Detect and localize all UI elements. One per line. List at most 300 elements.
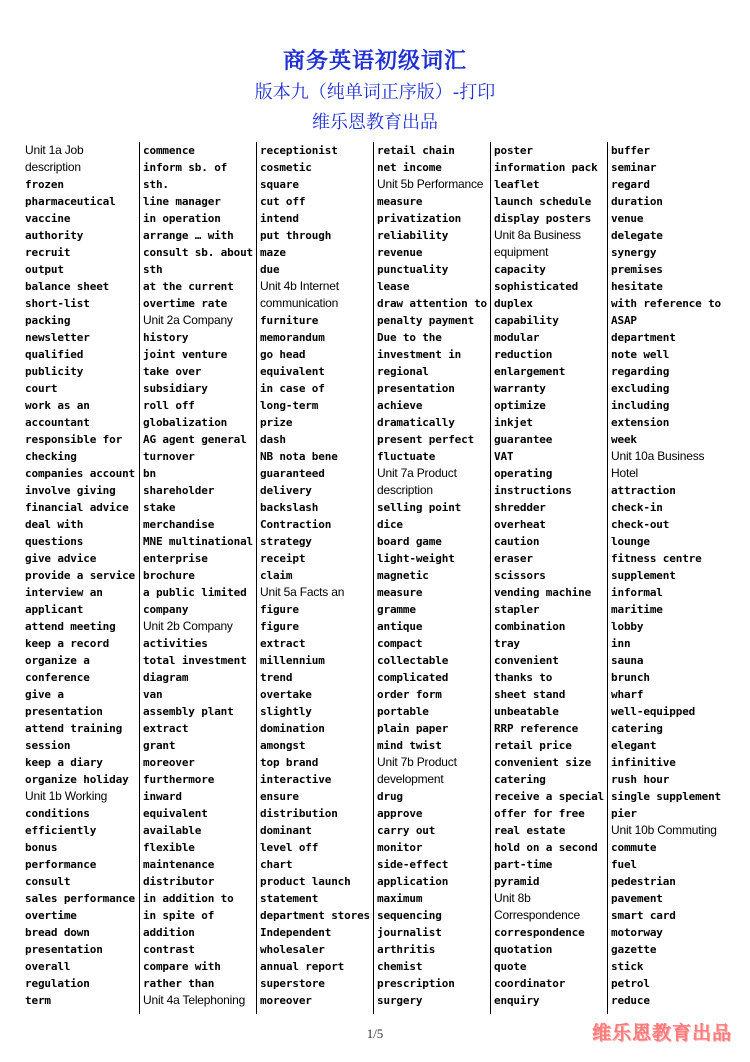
vocab-entry: give advice — [25, 552, 97, 565]
vocab-entry: term — [25, 994, 51, 1007]
vocab-entry: keep a diary — [25, 756, 103, 769]
vocab-entry: complicated — [377, 671, 449, 684]
vocab-entry: compare with — [143, 960, 221, 973]
vocab-entry: regarding — [611, 365, 670, 378]
vocab-entry: Independent — [260, 926, 332, 939]
vocab-entry: memorandum — [260, 331, 325, 344]
vocab-entry: excluding — [611, 382, 670, 395]
vocab-entry: warranty — [494, 382, 546, 395]
vocab-entry: dice — [377, 518, 403, 531]
vocab-entry: extension — [611, 416, 670, 429]
vocab-entry: furthermore — [143, 773, 215, 786]
vocab-entry: reduction — [494, 348, 553, 361]
vocab-entry: retail chain — [377, 144, 455, 157]
vocab-entry: wholesaler — [260, 943, 325, 956]
vocab-entry: prescription — [377, 977, 455, 990]
unit-heading: Unit 1a Job — [25, 143, 84, 157]
vocab-entry: compact — [377, 637, 423, 650]
vocab-entry: guaranteed — [260, 467, 325, 480]
vocab-entry: ASAP — [611, 314, 637, 327]
vocab-entry: well-equipped — [611, 705, 696, 718]
vocab-entry: amongst — [260, 739, 306, 752]
unit-heading: Unit 2a Company — [143, 313, 233, 327]
vocab-entry: quotation — [494, 943, 553, 956]
vocab-entry: superstore — [260, 977, 325, 990]
vocab-entry: display posters — [494, 212, 592, 225]
vocab-entry: deal with — [25, 518, 84, 531]
vocab-entry: sth — [143, 263, 163, 276]
vocab-entry: caution — [494, 535, 540, 548]
vocab-entry: in spite of — [143, 909, 215, 922]
vocab-entry: provide a service — [25, 569, 136, 582]
vocab-entry: guarantee — [494, 433, 553, 446]
vocab-entry: scissors — [494, 569, 546, 582]
unit-heading: Hotel — [611, 466, 639, 480]
vocab-entry: elegant — [611, 739, 657, 752]
vocab-entry: commence — [143, 144, 195, 157]
vocab-entry: maritime — [611, 603, 663, 616]
vocab-entry: moreover — [143, 756, 195, 769]
vocab-entry: commute — [611, 841, 657, 854]
vocab-entry: in case of — [260, 382, 325, 395]
vocab-entry: journalist — [377, 926, 442, 939]
vocab-entry: fitness centre — [611, 552, 702, 565]
vocab-entry: authority — [25, 229, 84, 242]
vocab-column-3 — [256, 142, 373, 1014]
vocab-entry: supplement — [611, 569, 676, 582]
vocab-entry: pyramid — [494, 875, 540, 888]
vocab-entry: quote — [494, 960, 527, 973]
vocab-entry: responsible for — [25, 433, 123, 446]
vocab-entry: regulation — [25, 977, 90, 990]
unit-heading: Unit 8b — [494, 891, 531, 905]
vocab-entry: grant — [143, 739, 176, 752]
vocab-entry: interactive — [260, 773, 332, 786]
vocab-entry: presentation — [25, 705, 103, 718]
publisher-line: 维乐恩教育出品 — [312, 112, 438, 133]
vocab-entry: synergy — [611, 246, 657, 259]
vocab-entry: single supplement — [611, 790, 722, 803]
vocab-entry: lounge — [611, 535, 650, 548]
vocab-entry: keep a record — [25, 637, 110, 650]
unit-heading: Unit 2b Company — [143, 619, 233, 633]
vocab-entry: joint venture — [143, 348, 228, 361]
vocab-entry: company — [143, 603, 189, 616]
vocab-entry: financial advice — [25, 501, 129, 514]
unit-heading: Correspondence — [494, 908, 580, 922]
vocab-entry: work as an — [25, 399, 90, 412]
vocab-entry: catering — [611, 722, 663, 735]
vocab-entry: presentation — [25, 943, 103, 956]
vocab-entry: RRP reference — [494, 722, 579, 735]
vocab-entry: receipt — [260, 552, 306, 565]
vocab-entry: hold on a second — [494, 841, 598, 854]
vocab-entry: applicant — [25, 603, 84, 616]
vocab-entry: thanks to — [494, 671, 553, 684]
vocab-entry: convenient size — [494, 756, 592, 769]
vocab-entry: annual report — [260, 960, 345, 973]
vocab-entry: real estate — [494, 824, 566, 837]
vocab-entry: pier — [611, 807, 637, 820]
vocab-entry: instructions — [494, 484, 572, 497]
vocab-entry: consult sb. about — [143, 246, 254, 259]
vocab-entry: Contraction — [260, 518, 332, 531]
vocab-entry: intend — [260, 212, 299, 225]
vocab-entry: overtime rate — [143, 297, 228, 310]
vocab-entry: part-time — [494, 858, 553, 871]
unit-heading: Unit 5b Performance — [377, 177, 484, 191]
vocab-entry: reduce — [611, 994, 650, 1007]
vocabulary-columns — [22, 142, 732, 1014]
vocab-entry: accountant — [25, 416, 90, 429]
vocab-entry: presentation — [377, 382, 455, 395]
vocab-entry: organize holiday — [25, 773, 129, 786]
vocab-entry: investment in — [377, 348, 462, 361]
vocab-entry: dash — [260, 433, 286, 446]
vocab-entry: maze — [260, 246, 286, 259]
vocab-entry: overall — [25, 960, 71, 973]
vocab-entry: MNE multinational — [143, 535, 254, 548]
vocab-entry: AG agent general — [143, 433, 247, 446]
unit-heading: Unit 5a Facts an — [260, 585, 345, 599]
vocab-entry: revenue — [377, 246, 423, 259]
vocab-entry: subsidiary — [143, 382, 208, 395]
vocab-entry: enquiry — [494, 994, 540, 1007]
vocab-entry: Due to the — [377, 331, 442, 344]
vocab-entry: top brand — [260, 756, 319, 769]
vocab-entry: week — [611, 433, 637, 446]
vocab-entry: check-out — [611, 518, 670, 531]
vocab-entry: mind twist — [377, 739, 442, 752]
vocab-entry: department — [611, 331, 676, 344]
vocab-entry: with reference to — [611, 297, 722, 310]
vocab-entry: plain paper — [377, 722, 449, 735]
vocab-entry: premises — [611, 263, 663, 276]
vocab-entry: arrange … with — [143, 229, 234, 242]
vocab-entry: retail price — [494, 739, 572, 752]
vocab-entry: receptionist — [260, 144, 338, 157]
page-subtitle: 版本九（纯单词正序版）-打印 — [254, 82, 496, 103]
vocab-entry: assembly plant — [143, 705, 234, 718]
vocab-column-6 — [607, 142, 724, 1014]
vocab-entry: sequencing — [377, 909, 442, 922]
vocab-entry: motorway — [611, 926, 663, 939]
vocab-entry: conditions — [25, 807, 90, 820]
vocab-entry: petrol — [611, 977, 650, 990]
vocab-entry: pedestrian — [611, 875, 676, 888]
vocab-entry: stake — [143, 501, 176, 514]
vocab-entry: shredder — [494, 501, 546, 514]
vocab-entry: output — [25, 263, 64, 276]
vocab-entry: poster — [494, 144, 533, 157]
vocab-entry: gazette — [611, 943, 657, 956]
vocab-entry: attend training — [25, 722, 123, 735]
unit-heading: description — [377, 483, 433, 497]
vocab-entry: product launch — [260, 875, 351, 888]
vocab-entry: pavement — [611, 892, 663, 905]
vocab-entry: roll off — [143, 399, 195, 412]
unit-heading: equipment — [494, 245, 549, 259]
vocab-entry: stick — [611, 960, 644, 973]
vocab-entry: measure — [377, 195, 423, 208]
vocab-column-5 — [490, 142, 607, 1014]
vocab-entry: in operation — [143, 212, 221, 225]
unit-heading: Unit 10b Commuting — [611, 823, 717, 837]
vocab-entry: tray — [494, 637, 520, 650]
vocab-entry: statement — [260, 892, 319, 905]
vocab-column-4 — [373, 142, 490, 1014]
vocab-entry: overtime — [25, 909, 77, 922]
vocab-entry: combination — [494, 620, 566, 633]
vocab-entry: balance sheet — [25, 280, 110, 293]
vocab-entry: optimize — [494, 399, 546, 412]
vocab-entry: informal — [611, 586, 663, 599]
vocab-entry: sophisticated — [494, 280, 579, 293]
vocab-entry: enterprise — [143, 552, 208, 565]
vocab-entry: drug — [377, 790, 403, 803]
vocab-entry: arthritis — [377, 943, 436, 956]
vocab-entry: monitor — [377, 841, 423, 854]
vocab-entry: go head — [260, 348, 306, 361]
unit-heading: Unit 7b Product — [377, 755, 457, 769]
vocab-entry: efficiently — [25, 824, 97, 837]
vocab-entry: vending machine — [494, 586, 592, 599]
vocab-entry: collectable — [377, 654, 449, 667]
vocab-entry: brochure — [143, 569, 195, 582]
vocab-column-2 — [139, 142, 256, 1014]
unit-heading: Unit 4b Internet — [260, 279, 339, 293]
vocab-entry: approve — [377, 807, 423, 820]
vocab-entry: packing — [25, 314, 71, 327]
vocab-entry: fluctuate — [377, 450, 436, 463]
vocab-entry: NB nota bene — [260, 450, 338, 463]
vocab-entry: hesitate — [611, 280, 663, 293]
unit-heading: development — [377, 772, 444, 786]
vocab-entry: short-list — [25, 297, 90, 310]
vocab-entry: information pack — [494, 161, 598, 174]
vocab-entry: chemist — [377, 960, 423, 973]
vocab-entry: sales performance — [25, 892, 136, 905]
vocab-entry: available — [143, 824, 202, 837]
vocab-entry: catering — [494, 773, 546, 786]
vocab-entry: infinitive — [611, 756, 676, 769]
vocab-entry: due — [260, 263, 280, 276]
vocab-entry: side-effect — [377, 858, 449, 871]
unit-heading: communication — [260, 296, 339, 310]
vocab-entry: line manager — [143, 195, 221, 208]
vocab-entry: delegate — [611, 229, 663, 242]
vocab-entry: leaflet — [494, 178, 540, 191]
vocab-entry: measure — [377, 586, 423, 599]
vocab-entry: enlargement — [494, 365, 566, 378]
vocab-entry: merchandise — [143, 518, 215, 531]
vocab-entry: interview an — [25, 586, 103, 599]
vocab-entry: bread down — [25, 926, 90, 939]
vocab-entry: maximum — [377, 892, 423, 905]
vocab-entry: seminar — [611, 161, 657, 174]
vocab-entry: wharf — [611, 688, 644, 701]
vocab-entry: checking — [25, 450, 77, 463]
vocab-entry: privatization — [377, 212, 462, 225]
vocab-entry: consult — [25, 875, 71, 888]
vocab-column-1 — [22, 142, 139, 1014]
vocab-entry: globalization — [143, 416, 228, 429]
vocab-entry: unbeatable — [494, 705, 559, 718]
vocab-entry: give a — [25, 688, 64, 701]
vocab-entry: frozen — [25, 178, 64, 191]
vocab-entry: maintenance — [143, 858, 215, 871]
unit-heading: Unit 1b Working — [25, 789, 108, 803]
vocab-entry: inform sb. of — [143, 161, 228, 174]
vocab-entry: bonus — [25, 841, 58, 854]
vocab-entry: van — [143, 688, 163, 701]
vocab-entry: performance — [25, 858, 97, 871]
vocab-entry: modular — [494, 331, 540, 344]
vocab-entry: organize a — [25, 654, 90, 667]
vocab-entry: magnetic — [377, 569, 429, 582]
vocab-entry: inkjet — [494, 416, 533, 429]
vocab-entry: carry out — [377, 824, 436, 837]
vocab-entry: attend meeting — [25, 620, 116, 633]
vocab-entry: light-weight — [377, 552, 455, 565]
vocab-entry: sheet stand — [494, 688, 566, 701]
vocab-entry: penalty payment — [377, 314, 475, 327]
vocab-entry: bn — [143, 467, 156, 480]
vocab-entry: turnover — [143, 450, 195, 463]
vocab-entry: surgery — [377, 994, 423, 1007]
vocab-entry: flexible — [143, 841, 195, 854]
vocab-entry: claim — [260, 569, 293, 582]
vocab-entry: pharmaceutical — [25, 195, 116, 208]
vocab-entry: brunch — [611, 671, 650, 684]
vocab-entry: strategy — [260, 535, 312, 548]
vocab-entry: receive a special — [494, 790, 605, 803]
vocab-entry: department stores — [260, 909, 371, 922]
vocab-entry: note well — [611, 348, 670, 361]
vocab-entry: fuel — [611, 858, 637, 871]
vocab-entry: take over — [143, 365, 202, 378]
vocab-entry: overtake — [260, 688, 312, 701]
unit-heading: Unit 7a Product — [377, 466, 457, 480]
vocab-entry: distributor — [143, 875, 215, 888]
vocab-entry: figure — [260, 603, 299, 616]
vocab-entry: application — [377, 875, 449, 888]
vocab-entry: millennium — [260, 654, 325, 667]
vocab-entry: stapler — [494, 603, 540, 616]
vocab-entry: including — [611, 399, 670, 412]
vocab-entry: punctuality — [377, 263, 449, 276]
vocab-entry: delivery — [260, 484, 312, 497]
vocab-entry: net income — [377, 161, 442, 174]
vocab-entry: dominant — [260, 824, 312, 837]
vocab-entry: dramatically — [377, 416, 455, 429]
vocab-entry: reliability — [377, 229, 449, 242]
vocab-entry: VAT — [494, 450, 514, 463]
vocab-entry: operating — [494, 467, 553, 480]
vocab-entry: convenient — [494, 654, 559, 667]
page-title: 商务英语初级词汇 — [282, 49, 467, 74]
unit-heading: Unit 10a Business — [611, 449, 705, 463]
vocab-entry: addition — [143, 926, 195, 939]
vocab-entry: order form — [377, 688, 442, 701]
vocab-entry: launch schedule — [494, 195, 592, 208]
vocab-entry: attraction — [611, 484, 676, 497]
vocab-entry: overheat — [494, 518, 546, 531]
vocab-entry: total investment — [143, 654, 247, 667]
vocab-entry: sauna — [611, 654, 644, 667]
vocab-entry: vaccine — [25, 212, 71, 225]
vocab-entry: smart card — [611, 909, 676, 922]
vocab-entry: history — [143, 331, 189, 344]
vocab-entry: a public limited — [143, 586, 247, 599]
vocab-entry: companies account — [25, 467, 136, 480]
vocab-entry: venue — [611, 212, 644, 225]
vocab-entry: figure — [260, 620, 299, 633]
vocab-entry: long-term — [260, 399, 319, 412]
vocab-entry: qualified — [25, 348, 84, 361]
vocab-entry: shareholder — [143, 484, 215, 497]
vocab-entry: slightly — [260, 705, 312, 718]
vocab-entry: lease — [377, 280, 410, 293]
vocab-entry: lobby — [611, 620, 644, 633]
unit-heading: Unit 4a Telephoning — [143, 993, 246, 1007]
vocab-entry: chart — [260, 858, 293, 871]
vocab-entry: eraser — [494, 552, 533, 565]
vocab-entry: furniture — [260, 314, 319, 327]
vocab-entry: put through — [260, 229, 332, 242]
watermark-logo: 维乐恩教育出品 — [591, 1022, 732, 1044]
vocab-entry: portable — [377, 705, 429, 718]
vocab-entry: ensure — [260, 790, 299, 803]
vocab-entry: sth. — [143, 178, 169, 191]
vocab-entry: gramme — [377, 603, 416, 616]
vocab-entry: equivalent — [143, 807, 208, 820]
vocab-entry: diagram — [143, 671, 189, 684]
page-number: 1/5 — [366, 1026, 384, 1041]
vocab-entry: correspondence — [494, 926, 585, 939]
vocab-entry: activities — [143, 637, 208, 650]
vocab-entry: cut off — [260, 195, 306, 208]
vocab-entry: newsletter — [25, 331, 90, 344]
vocab-entry: publicity — [25, 365, 84, 378]
unit-heading: description — [25, 160, 81, 174]
vocab-entry: capability — [494, 314, 559, 327]
vocab-entry: duplex — [494, 297, 533, 310]
vocab-entry: rather than — [143, 977, 215, 990]
vocab-entry: regard — [611, 178, 650, 191]
vocab-entry: extract — [143, 722, 189, 735]
vocab-entry: extract — [260, 637, 306, 650]
vocab-entry: achieve — [377, 399, 423, 412]
vocab-entry: involve giving — [25, 484, 116, 497]
vocab-entry: court — [25, 382, 58, 395]
vocab-entry: prize — [260, 416, 293, 429]
vocab-entry: questions — [25, 535, 84, 548]
vocab-entry: inn — [611, 637, 631, 650]
vocab-entry: antique — [377, 620, 423, 633]
vocab-entry: distribution — [260, 807, 338, 820]
vocab-entry: coordinator — [494, 977, 566, 990]
vocab-entry: recruit — [25, 246, 71, 259]
vocab-entry: selling point — [377, 501, 462, 514]
vocab-entry: equivalent — [260, 365, 325, 378]
vocab-entry: at the current — [143, 280, 234, 293]
vocab-entry: cosmetic — [260, 161, 312, 174]
vocab-entry: rush hour — [611, 773, 670, 786]
vocab-entry: session — [25, 739, 71, 752]
vocab-entry: inward — [143, 790, 182, 803]
vocab-entry: trend — [260, 671, 293, 684]
